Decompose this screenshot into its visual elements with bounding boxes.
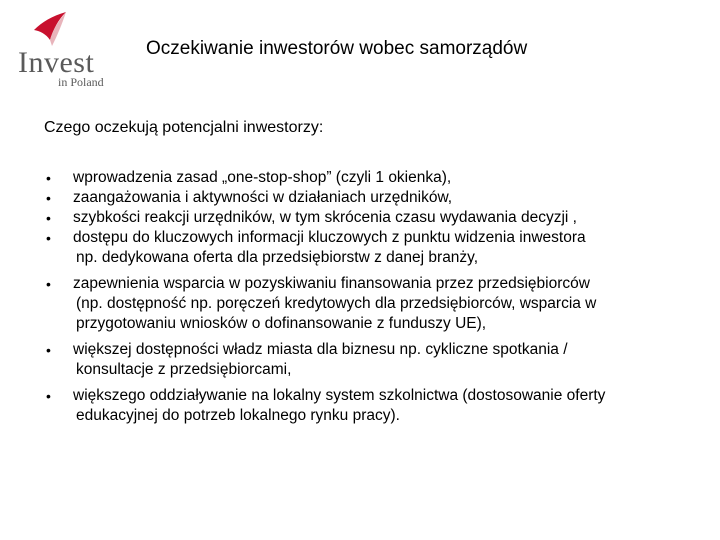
- list-item-line: przygotowaniu wniosków o dofinansowanie z funduszy UE),: [76, 315, 487, 332]
- intro-text: Czego oczekują potencjalni inwestorzy:: [44, 119, 324, 136]
- logo-text-main: Invest: [18, 46, 95, 79]
- bullet-icon: •: [46, 210, 51, 226]
- bullet-icon: •: [46, 276, 51, 292]
- list-item: [44, 386, 704, 426]
- list-item-line: edukacyjnej do potrzeb lokalnego rynku pracy).: [76, 407, 400, 424]
- list-item: [44, 274, 704, 334]
- list-item-line: (np. dostępność np. poręczeń kredytowych dla przedsiębiorców, wsparcia w: [76, 295, 597, 312]
- list-item-line: konsultacje z przedsiębiorcami,: [76, 361, 292, 378]
- list-item-line: np. dedykowana oferta dla przedsiębiorstw z danej branży,: [76, 249, 479, 266]
- bullet-icon: •: [46, 170, 51, 186]
- list-item-line: dostępu do kluczowych informacji kluczowych z punktu widzenia inwestora: [73, 229, 586, 246]
- bullet-icon: •: [46, 230, 51, 246]
- list-item-line: wprowadzenia zasad „one-stop-shop” (czyli 1 okienka),: [73, 169, 452, 186]
- list-item: [44, 228, 704, 268]
- list-item-line: zapewnienia wsparcia w pozyskiwaniu finansowania przez przedsiębiorców: [73, 275, 590, 292]
- list-item-line: większej dostępności władz miasta dla biznesu np. cykliczne spotkania /: [73, 341, 568, 358]
- logo-text-sub: in Poland: [58, 75, 104, 89]
- page-title: Oczekiwanie inwestorów wobec samorządów: [146, 38, 528, 59]
- bullet-icon: •: [46, 190, 51, 206]
- list-item: [44, 168, 704, 188]
- expectations-list: [44, 168, 704, 426]
- list-item-line: zaangażowania i aktywności w działaniach urzędników,: [73, 189, 453, 206]
- invest-in-poland-logo: [14, 10, 104, 88]
- list-item-line: szybkości reakcji urzędników, w tym skrócenia czasu wydawania decyzji ,: [73, 209, 577, 226]
- logo-flag-icon: [32, 10, 68, 48]
- bullet-icon: •: [46, 388, 51, 404]
- list-item-line: większego oddziaływanie na lokalny system szkolnictwa (dostosowanie oferty: [73, 387, 606, 404]
- list-item: [44, 208, 704, 228]
- bullet-icon: •: [46, 342, 51, 358]
- list-item: [44, 188, 704, 208]
- list-item: [44, 340, 704, 380]
